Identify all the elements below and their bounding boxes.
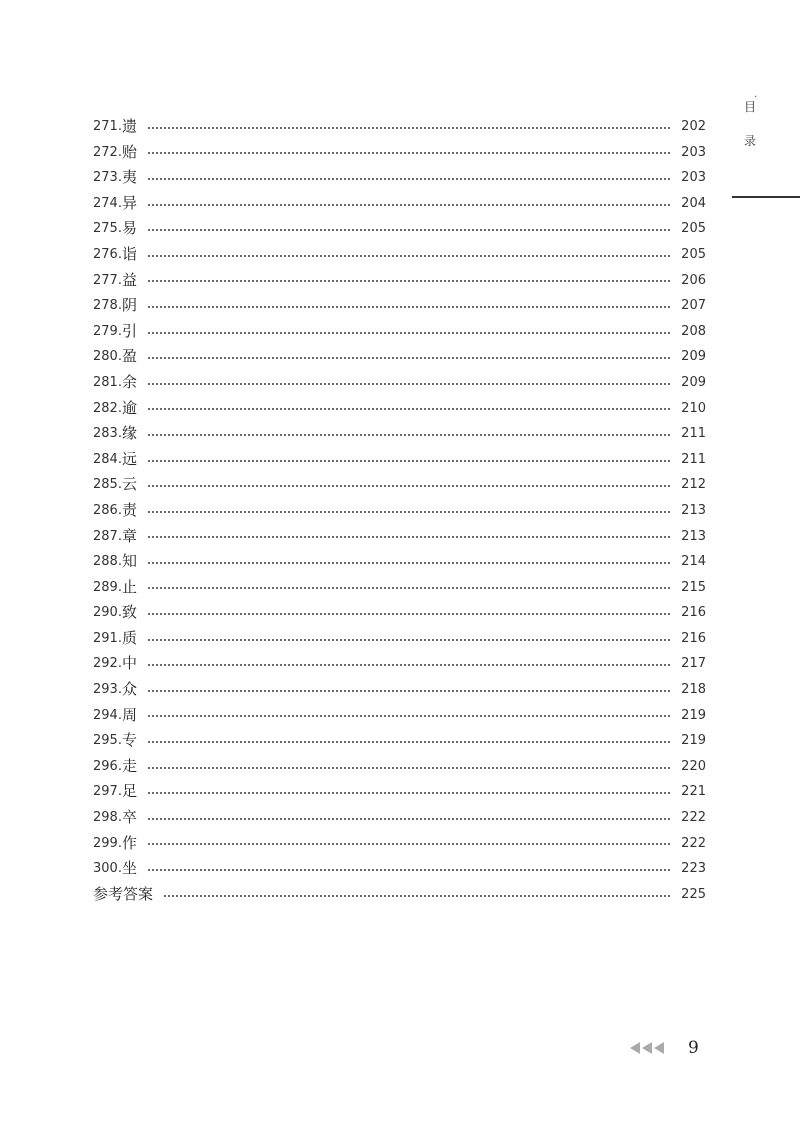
toc-entry-number: 286. — [93, 502, 122, 518]
toc-entry[interactable] — [93, 805, 706, 831]
toc-entry-page: 212 — [681, 477, 706, 493]
left-arrow-icon — [642, 1042, 652, 1054]
toc-entry-number: 294. — [93, 707, 122, 723]
toc-entry[interactable] — [93, 677, 706, 703]
toc-entry-title: 阴 — [121, 296, 137, 315]
toc-entry-number: 283. — [93, 426, 122, 442]
dot-leader — [147, 664, 670, 666]
toc-entry-title: 云 — [121, 475, 137, 494]
toc-entry-number: 299. — [93, 835, 122, 851]
toc-entry-page: 220 — [681, 758, 706, 774]
toc-entry-number: 290. — [93, 605, 122, 621]
toc-entry-title: 众 — [121, 680, 137, 699]
toc-entry-page: 207 — [681, 298, 706, 314]
toc-entry[interactable] — [93, 191, 706, 217]
toc-entry[interactable] — [93, 651, 706, 677]
tab-dot: · — [754, 92, 758, 103]
toc-entry-number: 295. — [93, 733, 122, 749]
toc-entry-title: 贻 — [121, 142, 137, 161]
toc-entry[interactable] — [93, 216, 706, 242]
toc-entry[interactable] — [93, 882, 706, 908]
toc-entry-number: 297. — [93, 784, 122, 800]
toc-entry[interactable] — [93, 600, 706, 626]
toc-entry-title: 止 — [121, 577, 137, 596]
toc-entry-number: 279. — [93, 323, 122, 339]
toc-entry-page: 203 — [681, 170, 706, 186]
toc-entry-number: 298. — [93, 810, 122, 826]
dot-leader — [147, 536, 670, 538]
dot-leader — [147, 408, 670, 410]
toc-entry[interactable] — [93, 498, 706, 524]
toc-entry-page: 223 — [681, 861, 706, 877]
dot-leader — [147, 587, 670, 589]
dot-leader — [147, 741, 670, 743]
toc-entry-number: 287. — [93, 528, 122, 544]
toc-entry-page: 218 — [681, 682, 706, 698]
dot-leader — [147, 562, 670, 564]
toc-entry[interactable] — [93, 575, 706, 601]
toc-entry-number: 288. — [93, 554, 122, 570]
toc-entry-page: 221 — [681, 784, 706, 800]
toc-entry-title: 走 — [121, 756, 137, 775]
toc-entry-page: 225 — [681, 886, 706, 902]
dot-leader — [147, 818, 670, 820]
toc-entry-title: 遗 — [121, 117, 137, 135]
dot-leader — [147, 690, 670, 692]
page-footer — [630, 1036, 699, 1060]
toc-entry-page: 219 — [681, 733, 706, 749]
toc-entry-number: 278. — [93, 298, 122, 314]
toc-entry[interactable] — [93, 114, 706, 140]
toc-entry-number: 274. — [93, 195, 122, 211]
toc-entry-number: 291. — [93, 630, 122, 646]
dot-leader — [147, 383, 670, 385]
toc-entry[interactable] — [93, 472, 706, 498]
toc-entry-number: 272. — [93, 144, 122, 160]
toc-entry-number: 289. — [93, 579, 122, 595]
toc-entry[interactable] — [93, 293, 706, 319]
toc-entry-page: 209 — [681, 349, 706, 365]
toc-entry-number: 277. — [93, 272, 122, 288]
dot-leader — [147, 357, 670, 359]
toc-entry[interactable] — [93, 370, 706, 396]
toc-entry[interactable] — [93, 165, 706, 191]
toc-entry[interactable] — [93, 344, 706, 370]
toc-entry-number: 273. — [93, 170, 122, 186]
toc-entry-number: 276. — [93, 246, 122, 262]
dot-leader — [147, 843, 670, 845]
toc-entry-page: 222 — [681, 835, 706, 851]
toc-entry-number: 280. — [93, 349, 122, 365]
toc-entry[interactable] — [93, 754, 706, 780]
dot-leader — [147, 178, 670, 180]
toc-entry-title: 章 — [121, 526, 137, 545]
toc-entry-page: 219 — [681, 707, 706, 723]
dot-leader — [147, 460, 670, 462]
toc-entry-number: 275. — [93, 221, 122, 237]
dot-leader — [147, 767, 670, 769]
toc-entry[interactable] — [93, 856, 706, 882]
toc-entry-page: 222 — [681, 810, 706, 826]
left-arrow-icon — [630, 1042, 640, 1054]
toc-entry-page: 216 — [681, 605, 706, 621]
toc-entry[interactable] — [93, 447, 706, 473]
toc-entry-page: 208 — [681, 323, 706, 339]
page-number: 9 — [688, 1038, 699, 1058]
toc-entry-title: 余 — [121, 372, 137, 391]
tab-char-lu: 录 — [744, 134, 757, 148]
dot-leader — [147, 280, 670, 282]
dot-leader — [147, 434, 670, 436]
toc-entry-title: 夷 — [121, 168, 137, 187]
toc-entry-page: 209 — [681, 374, 706, 390]
toc-entry-page: 217 — [681, 656, 706, 672]
dot-leader — [147, 511, 670, 513]
toc-entry-page: 216 — [681, 630, 706, 646]
toc-entry-title: 诣 — [121, 244, 137, 263]
toc-entry-number: 281. — [93, 374, 122, 390]
triple-left-arrow-icon — [630, 1042, 664, 1054]
toc-entry-page: 213 — [681, 528, 706, 544]
dot-leader — [147, 152, 670, 154]
toc-entry-number: 285. — [93, 477, 122, 493]
toc-entry-title: 知 — [121, 552, 137, 571]
dot-leader — [147, 715, 670, 717]
toc-entry-page: 215 — [681, 579, 706, 595]
toc-entry-title: 作 — [121, 833, 137, 852]
toc-entry-title: 专 — [121, 731, 137, 750]
toc-entry-title: 足 — [121, 782, 137, 801]
dot-leader — [147, 332, 670, 334]
toc-entry-number: 282. — [93, 400, 122, 416]
toc-entry-page: 210 — [681, 400, 706, 416]
toc-entry[interactable] — [93, 626, 706, 652]
toc-entry-page: 211 — [681, 426, 706, 442]
toc-entry[interactable] — [93, 140, 706, 166]
toc-entry[interactable] — [93, 549, 706, 575]
toc-entry-title: 异 — [121, 193, 137, 212]
toc-entry-page: 214 — [681, 554, 706, 570]
toc-entry-title: 缘 — [121, 424, 137, 443]
toc-entry-page: 205 — [681, 246, 706, 262]
toc-entry-number: 296. — [93, 758, 122, 774]
toc-entry[interactable] — [93, 524, 706, 550]
dot-leader — [147, 127, 670, 129]
toc-entry[interactable] — [93, 268, 706, 294]
dot-leader — [147, 485, 670, 487]
toc-entry-title: 远 — [121, 449, 137, 468]
toc-entry-number: 284. — [93, 451, 122, 467]
toc-entry[interactable] — [93, 728, 706, 754]
toc-entry[interactable] — [93, 703, 706, 729]
dot-leader — [147, 255, 670, 257]
toc-entry-page: 202 — [681, 119, 706, 134]
toc-entry-title: 周 — [121, 705, 137, 724]
toc-entry-title: 坐 — [121, 859, 137, 878]
toc-entry[interactable] — [93, 319, 706, 345]
toc-entry-title: 逾 — [121, 398, 137, 417]
toc-entry-title: 质 — [121, 628, 137, 647]
toc-entry-page: 213 — [681, 502, 706, 518]
toc-entry-page: 204 — [681, 195, 706, 211]
toc-entry[interactable] — [93, 831, 706, 857]
toc-entry-page: 211 — [681, 451, 706, 467]
toc-entry[interactable] — [93, 779, 706, 805]
toc-entry-title: 引 — [121, 321, 137, 340]
dot-leader — [147, 639, 670, 641]
toc-entry-number: 293. — [93, 682, 122, 698]
toc-entry-number: 300. — [93, 861, 122, 877]
toc-entry-page: 206 — [681, 272, 706, 288]
table-of-contents — [93, 114, 706, 907]
toc-entry-title: 益 — [121, 270, 137, 289]
toc-entry-title: 参考答案 — [93, 884, 154, 903]
dot-leader — [147, 613, 670, 615]
tab-char-mu: 目 — [744, 100, 757, 114]
toc-entry-number: 271. — [93, 119, 122, 134]
toc-entry-number: 292. — [93, 656, 122, 672]
toc-entry[interactable] — [93, 242, 706, 268]
dot-leader — [163, 895, 670, 897]
toc-entry-title: 卒 — [121, 808, 137, 827]
section-tab — [732, 92, 800, 198]
dot-leader — [147, 204, 670, 206]
dot-leader — [147, 229, 670, 231]
dot-leader — [147, 792, 670, 794]
toc-entry-title: 中 — [121, 654, 137, 673]
dot-leader — [147, 306, 670, 308]
toc-entry-title: 致 — [121, 603, 137, 622]
toc-entry-title: 盈 — [121, 347, 137, 366]
toc-entry-page: 203 — [681, 144, 706, 160]
toc-entry[interactable] — [93, 421, 706, 447]
dot-leader — [147, 869, 670, 871]
toc-entry-title: 责 — [121, 500, 137, 519]
toc-entry[interactable] — [93, 396, 706, 422]
left-arrow-icon — [654, 1042, 664, 1054]
toc-entry-page: 205 — [681, 221, 706, 237]
toc-entry-title: 易 — [121, 219, 137, 238]
